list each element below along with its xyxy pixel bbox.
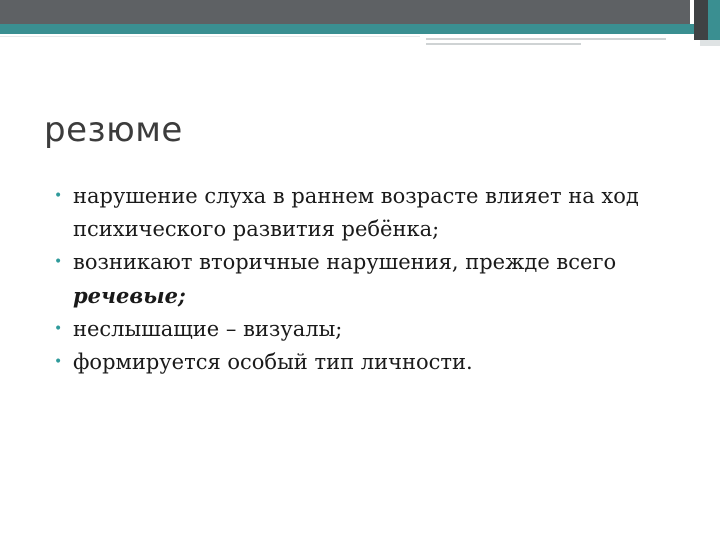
corner-accent-teal — [708, 0, 720, 44]
bullet-item — [54, 180, 694, 246]
bullet-dot-icon: • — [54, 321, 63, 337]
bullet-list — [54, 180, 694, 379]
corner-accent-dark — [694, 0, 708, 40]
bullet-text: формируется особый тип личности. — [73, 350, 473, 374]
header-accent-bar — [0, 24, 720, 34]
bullet-text: нарушение слуха в раннем возрасте влияет на ход психического развития ребёнка; — [73, 184, 639, 241]
bullet-text: возникают вторичные нарушения, прежде всего — [73, 250, 617, 274]
header-bar — [0, 0, 720, 24]
bullet-item — [54, 246, 694, 313]
slide-title: резюме — [44, 110, 183, 150]
bullet-emphasis: речевые; — [73, 283, 186, 308]
decorative-line-short — [426, 43, 581, 45]
bullet-dot-icon: • — [54, 188, 63, 204]
decorative-line — [426, 38, 666, 40]
bullet-item — [54, 346, 694, 379]
bullet-dot-icon: • — [54, 254, 63, 270]
corner-accent-light — [700, 40, 720, 46]
bullet-item — [54, 313, 694, 346]
bullet-dot-icon: • — [54, 354, 63, 370]
header-divider — [0, 36, 420, 37]
bullet-text: неслышащие – визуалы; — [73, 317, 343, 341]
